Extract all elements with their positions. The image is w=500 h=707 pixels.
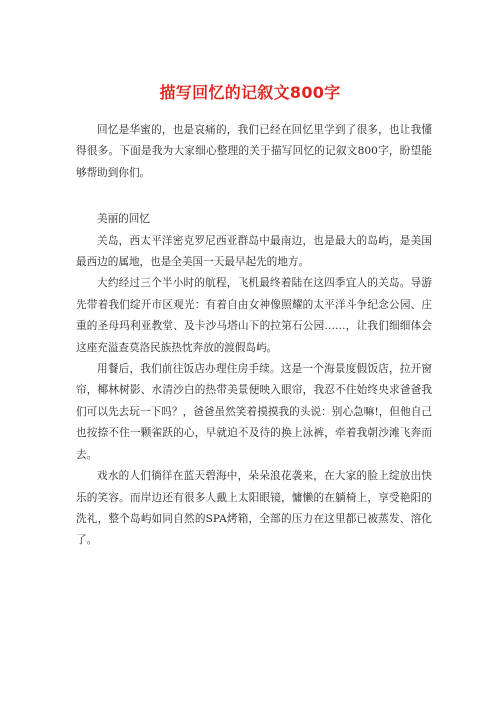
body-paragraph: 戏水的人们徜徉在蓝天碧海中，朵朵浪花袭来，在大家的脸上绽放出快乐的笑容。而岸边还有很多人戴上太阳眼镜，慵懒的在躺椅上，享受艳阳的洗礼，整个岛屿如同自然的SPA烤箱，全部的压力在这里都已被蒸发、溶化了。	[76, 470, 432, 547]
document-body	[76, 120, 432, 552]
body-paragraph: 关岛，西太平洋密克罗尼西亚群岛中最南边，也是最大的岛屿，是美国最西边的属地，也是全美国一天最早起先的地方。	[76, 234, 432, 269]
body-paragraph: 用餐后，我们前往饭店办理住房手续。这是一个海景度假饭店，拉开窗帘，椰林树影、水清沙白的热带美景便映入眼帘，我忍不住始终央求爸爸我们可以先去玩一下吗？，爸爸虽然笑着摸摸我的头说：别心急嘛!，但他自己也按捺不住一颗雀跃的心，早就迫不及待的换上泳裤，牵着我朝沙滩飞奔而去。	[76, 363, 432, 461]
section-heading: 美丽的回忆	[97, 213, 150, 226]
intro-paragraph: 回忆是华蜜的，也是哀痛的，我们已经在回忆里学到了很多，也让我懂得很多。下面是我为大家细心整理的关于描写回忆的记叙文800字，盼望能够帮助到你们。	[76, 124, 432, 179]
body-paragraph: 大约经过三个半小时的航程，飞机最终着陆在这四季宜人的关岛。导游先带着我们绽开市区观光：有着自由女神像照耀的太平洋斗争纪念公园、庄重的圣母玛利亚教堂、及卡沙马塔山下的拉第石公园……，让我们细细体会这座充溢查莫洛民族热忱奔放的渡假岛屿。	[76, 277, 432, 354]
document-title: 描写回忆的记叙文800字	[159, 83, 341, 102]
